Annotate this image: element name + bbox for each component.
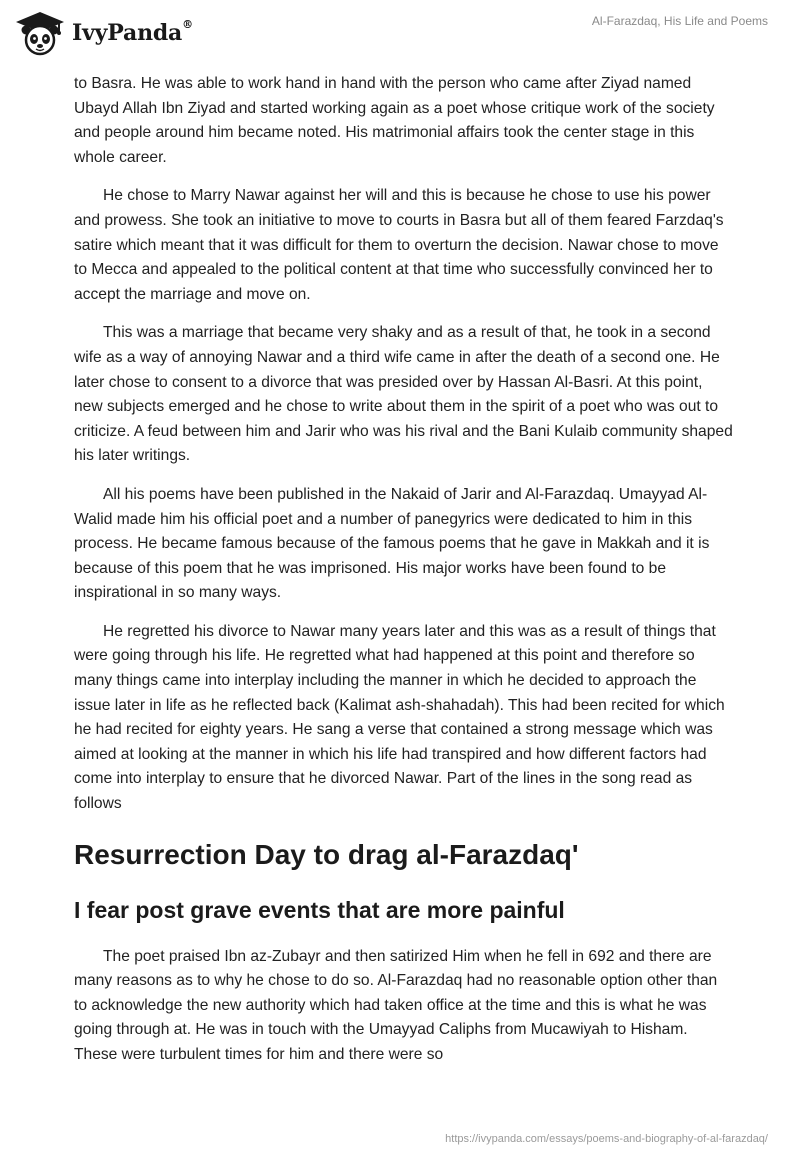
source-url[interactable]: https://ivypanda.com/essays/poems-and-biography-of-al-farazdaq/ (445, 1133, 768, 1145)
subsection-heading: I fear post grave events that are more painful (74, 896, 565, 923)
section-heading: Resurrection Day to drag al-Farazdaq' (74, 838, 579, 870)
paragraph: He chose to Marry Nawar against her will and this is because he chose to use his power and prowess. She took an initiative to move to courts in Basra but all of them feared Farzdaq's satire which meant that it was difficult for them to overturn the decision. Nawar chose to move to Mecca and appealed to the political content at that time who successfully convinced her to accept the marriage and move on. (74, 187, 724, 303)
registered-mark: ® (182, 18, 193, 31)
paragraph: to Basra. He was able to work hand in hand with the person who came after Ziyad named Ubayd Allah Ibn Ziyad and started working again as a poet whose critique work of the society and people around him became noted. His matrimonial affairs took the center stage in this whole career. (74, 75, 715, 166)
paragraph: He regretted his divorce to Nawar many years later and this was as a result of things that were going through his life. He regretted what had happened at this point and therefore so many things came into interplay including the manner in which he decided to approach the issue later in life as he reflected back (Kalimat ash-shahadah). This had been recited for which he had recited for eighty years. He sang a verse that contained a strong message which was aimed at looking at the manner in which his life had transpired and how different factors had come into interplay to ensure that he divorced Nawar. Part of the lines in the song read as follows (74, 622, 725, 813)
essay-body (74, 72, 734, 1082)
page-header (0, 0, 800, 70)
document-title: Al-Farazdaq, His Life and Poems (591, 14, 768, 28)
panda-graduation-cap-icon (14, 10, 66, 56)
ivypanda-logo[interactable] (14, 10, 193, 56)
paragraph: This was a marriage that became very shaky and as a result of that, he took in a second wife as a way of annoying Nawar and a third wife came in after the death of a second one. He later chose to consent to a divorce that was presided over by Hassan Al-Basri. At this point, new subjects emerged and he chose to write about them in the spirit of a poet who was out to criticize. A feud between him and Jarir who was his rival and the Bani Kulaib community shaped his later writings. (74, 324, 733, 465)
paragraph: The poet praised Ibn az-Zubayr and then satirized Him when he fell in 692 and there are many reasons as to why he chose to do so. Al-Farazdaq had no reasonable option other than to acknowledge the new authority which had taken office at the time and this is what he was going through at. He was in touch with the Umayyad Caliphs from Mucawiyah to Hisham. These were turbulent times for him and there were so (74, 947, 718, 1063)
brand-text: IvyPanda (72, 20, 183, 46)
paragraph: All his poems have been published in the Nakaid of Jarir and Al-Farazdaq. Umayyad Al-Walid made him his official poet and a number of panegyrics were dedicated to him in this process. He became famous because of the famous poems that he gave in Makkah and it is because of this poem that he was imprisoned. His major works have been found to be inspirational in so many ways. (74, 485, 710, 602)
brand-name (72, 20, 193, 46)
